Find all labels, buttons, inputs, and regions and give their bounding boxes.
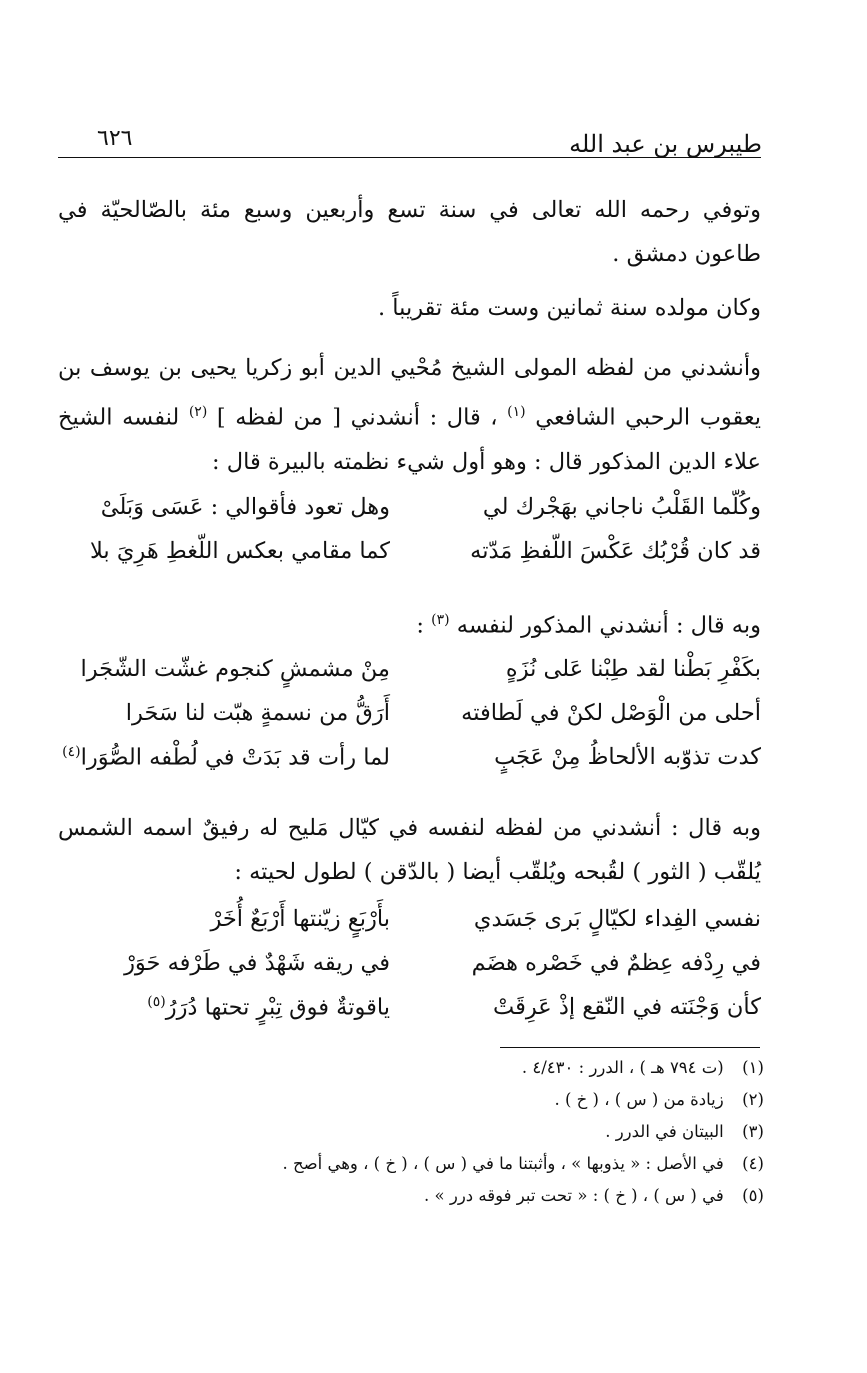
verse-second-hemistich: في ريقه شَهْدٌ في طَرْفه حَوَرْ xyxy=(124,950,390,976)
verse-first-hemistich: كدت تذوّبه الألحاظُ مِنْ عَجَبٍ xyxy=(494,744,761,770)
footnote-marker-5: (٥) xyxy=(147,994,166,1010)
footnote-number: (١) xyxy=(742,1058,764,1077)
verse-line xyxy=(60,994,761,1038)
footnote-marker-3: (٣) xyxy=(431,612,450,628)
verse-line xyxy=(60,700,761,744)
paragraph-intro-poem-2 xyxy=(58,598,761,648)
footnote-text: (ت ٧٩٤ هـ ) ، الدرر : ٤/٤٣٠ . xyxy=(521,1058,724,1077)
verse-text: لما رأت قد بَدَتْ في لُطْفه الصُّوَرا xyxy=(80,744,390,771)
running-title: طيبرس بن عبد الله xyxy=(569,130,762,158)
header-rule xyxy=(58,157,761,158)
verse-first-hemistich: وكُلّما القَلْبُ ناجاني بهَجْرك لي xyxy=(482,494,761,520)
footnote-rule xyxy=(500,1047,760,1048)
paragraph-birth: وكان مولده سنة ثمانين وست مئة تقريباً . xyxy=(378,295,761,321)
paragraph-transmission xyxy=(58,346,761,484)
paragraph-text: ، قال : أنشدني [ من لفظه ] xyxy=(216,404,498,431)
verse-second-hemistich: بأَرْبَعٍ زيّنتها أَرْبَعٌ أُخَرْ xyxy=(210,906,390,932)
poem-3 xyxy=(60,906,761,1038)
footnote-number: (٤) xyxy=(742,1154,764,1173)
verse-first-hemistich: كأن وَجْنَته في النّقع إذْ عَرِقَتْ xyxy=(493,994,761,1020)
footnote-text: في ( س ) ، ( خ ) : « تحت تبر فوقه درر » . xyxy=(424,1186,724,1205)
footnote xyxy=(282,1154,777,1186)
page-number: ٦٢٦ xyxy=(97,126,133,151)
poem-1 xyxy=(60,494,761,582)
footnote-number: (٢) xyxy=(742,1090,764,1109)
paragraph-intro-poem-3: وبه قال : أنشدني من لفظه لنفسه في كيّال مَليح له رفيقٌ اسمه الشمس يُلقّب ( الثور ) لقُبحه ويُلقّب أيضا ( بالدّقن ) لطول لحيته : xyxy=(58,815,761,885)
verse-second-hemistich: أَرَقُّ من نسمةٍ هبّت لنا سَحَرا xyxy=(125,700,390,726)
footnote xyxy=(282,1090,777,1122)
paragraph-text: : xyxy=(416,612,425,639)
footnote-marker-4: (٤) xyxy=(62,744,81,760)
footnotes xyxy=(282,1058,777,1218)
verse-text: ياقوتةٌ فوق تِبْرٍ تحتها دُرَرُ xyxy=(165,994,390,1021)
verse-line xyxy=(60,656,761,700)
verse-line xyxy=(60,950,761,994)
verse-first-hemistich: بكَفْرِ بَطْنا لقد طِبْنا عَلى نُزَهٍ xyxy=(505,656,761,682)
verse-second-hemistich: كما مقامي بعكس اللّغطِ هَرِيَ بلا xyxy=(89,538,390,564)
poem-2 xyxy=(60,656,761,788)
paragraph-text: وبه قال : أنشدني المذكور لنفسه xyxy=(456,612,761,639)
verse-first-hemistich: قد كان قُرْبُك عَكْسَ اللّفظِ مَدّته xyxy=(470,538,761,564)
footnote-text: في الأصل : « يذوبها » ، وأثبتنا ما في ( س ) ، ( خ ) ، وهي أصح . xyxy=(282,1154,724,1173)
paragraph-text: لنفسه الشيخ علاء الدين المذكور قال : وهو أول شيء نظمته بالبيرة قال : xyxy=(58,404,761,475)
verse-second-hemistich: وهل تعود فأقوالي : عَسَى وَبَلَىْ xyxy=(100,494,390,520)
verse-line xyxy=(60,494,761,538)
footnote-marker-2: (٢) xyxy=(188,404,208,420)
verse-second-hemistich xyxy=(60,994,390,1021)
footnote-number: (٥) xyxy=(742,1186,764,1205)
verse-first-hemistich: نفسي الفِداء لكيّالٍ بَرى جَسَدي xyxy=(473,906,761,932)
paragraph-death: وتوفي رحمه الله تعالى في سنة تسع وأربعين وسبع مئة بالصّالحيّة في طاعون دمشق . xyxy=(58,197,761,267)
verse-first-hemistich: أحلى من الْوَصْل لكنْ في لَطافته xyxy=(461,700,761,726)
verse-first-hemistich: في رِدْفه عِظمٌ في خَصْره هضَم xyxy=(471,950,761,976)
footnote-marker-1: (١) xyxy=(507,404,526,420)
verse-line xyxy=(60,906,761,950)
verse-second-hemistich: مِنْ مشمشٍ كنجوم غشّت الشّجَرا xyxy=(80,656,390,682)
footnote xyxy=(282,1058,777,1090)
verse-line xyxy=(60,744,761,788)
verse-second-hemistich xyxy=(60,744,390,771)
footnote xyxy=(282,1186,777,1218)
footnote xyxy=(282,1122,777,1154)
footnote-number: (٣) xyxy=(742,1122,764,1141)
verse-line xyxy=(60,538,761,582)
paragraph-text: وأنشدني من لفظه المولى الشيخ مُحْيي الدين أبو زكريا يحيى بن يوسف بن يعقوب الرحبي الشافعي xyxy=(58,355,762,431)
footnote-text: البيتان في الدرر . xyxy=(605,1122,724,1141)
footnote-text: زيادة من ( س ) ، ( خ ) . xyxy=(554,1090,724,1109)
